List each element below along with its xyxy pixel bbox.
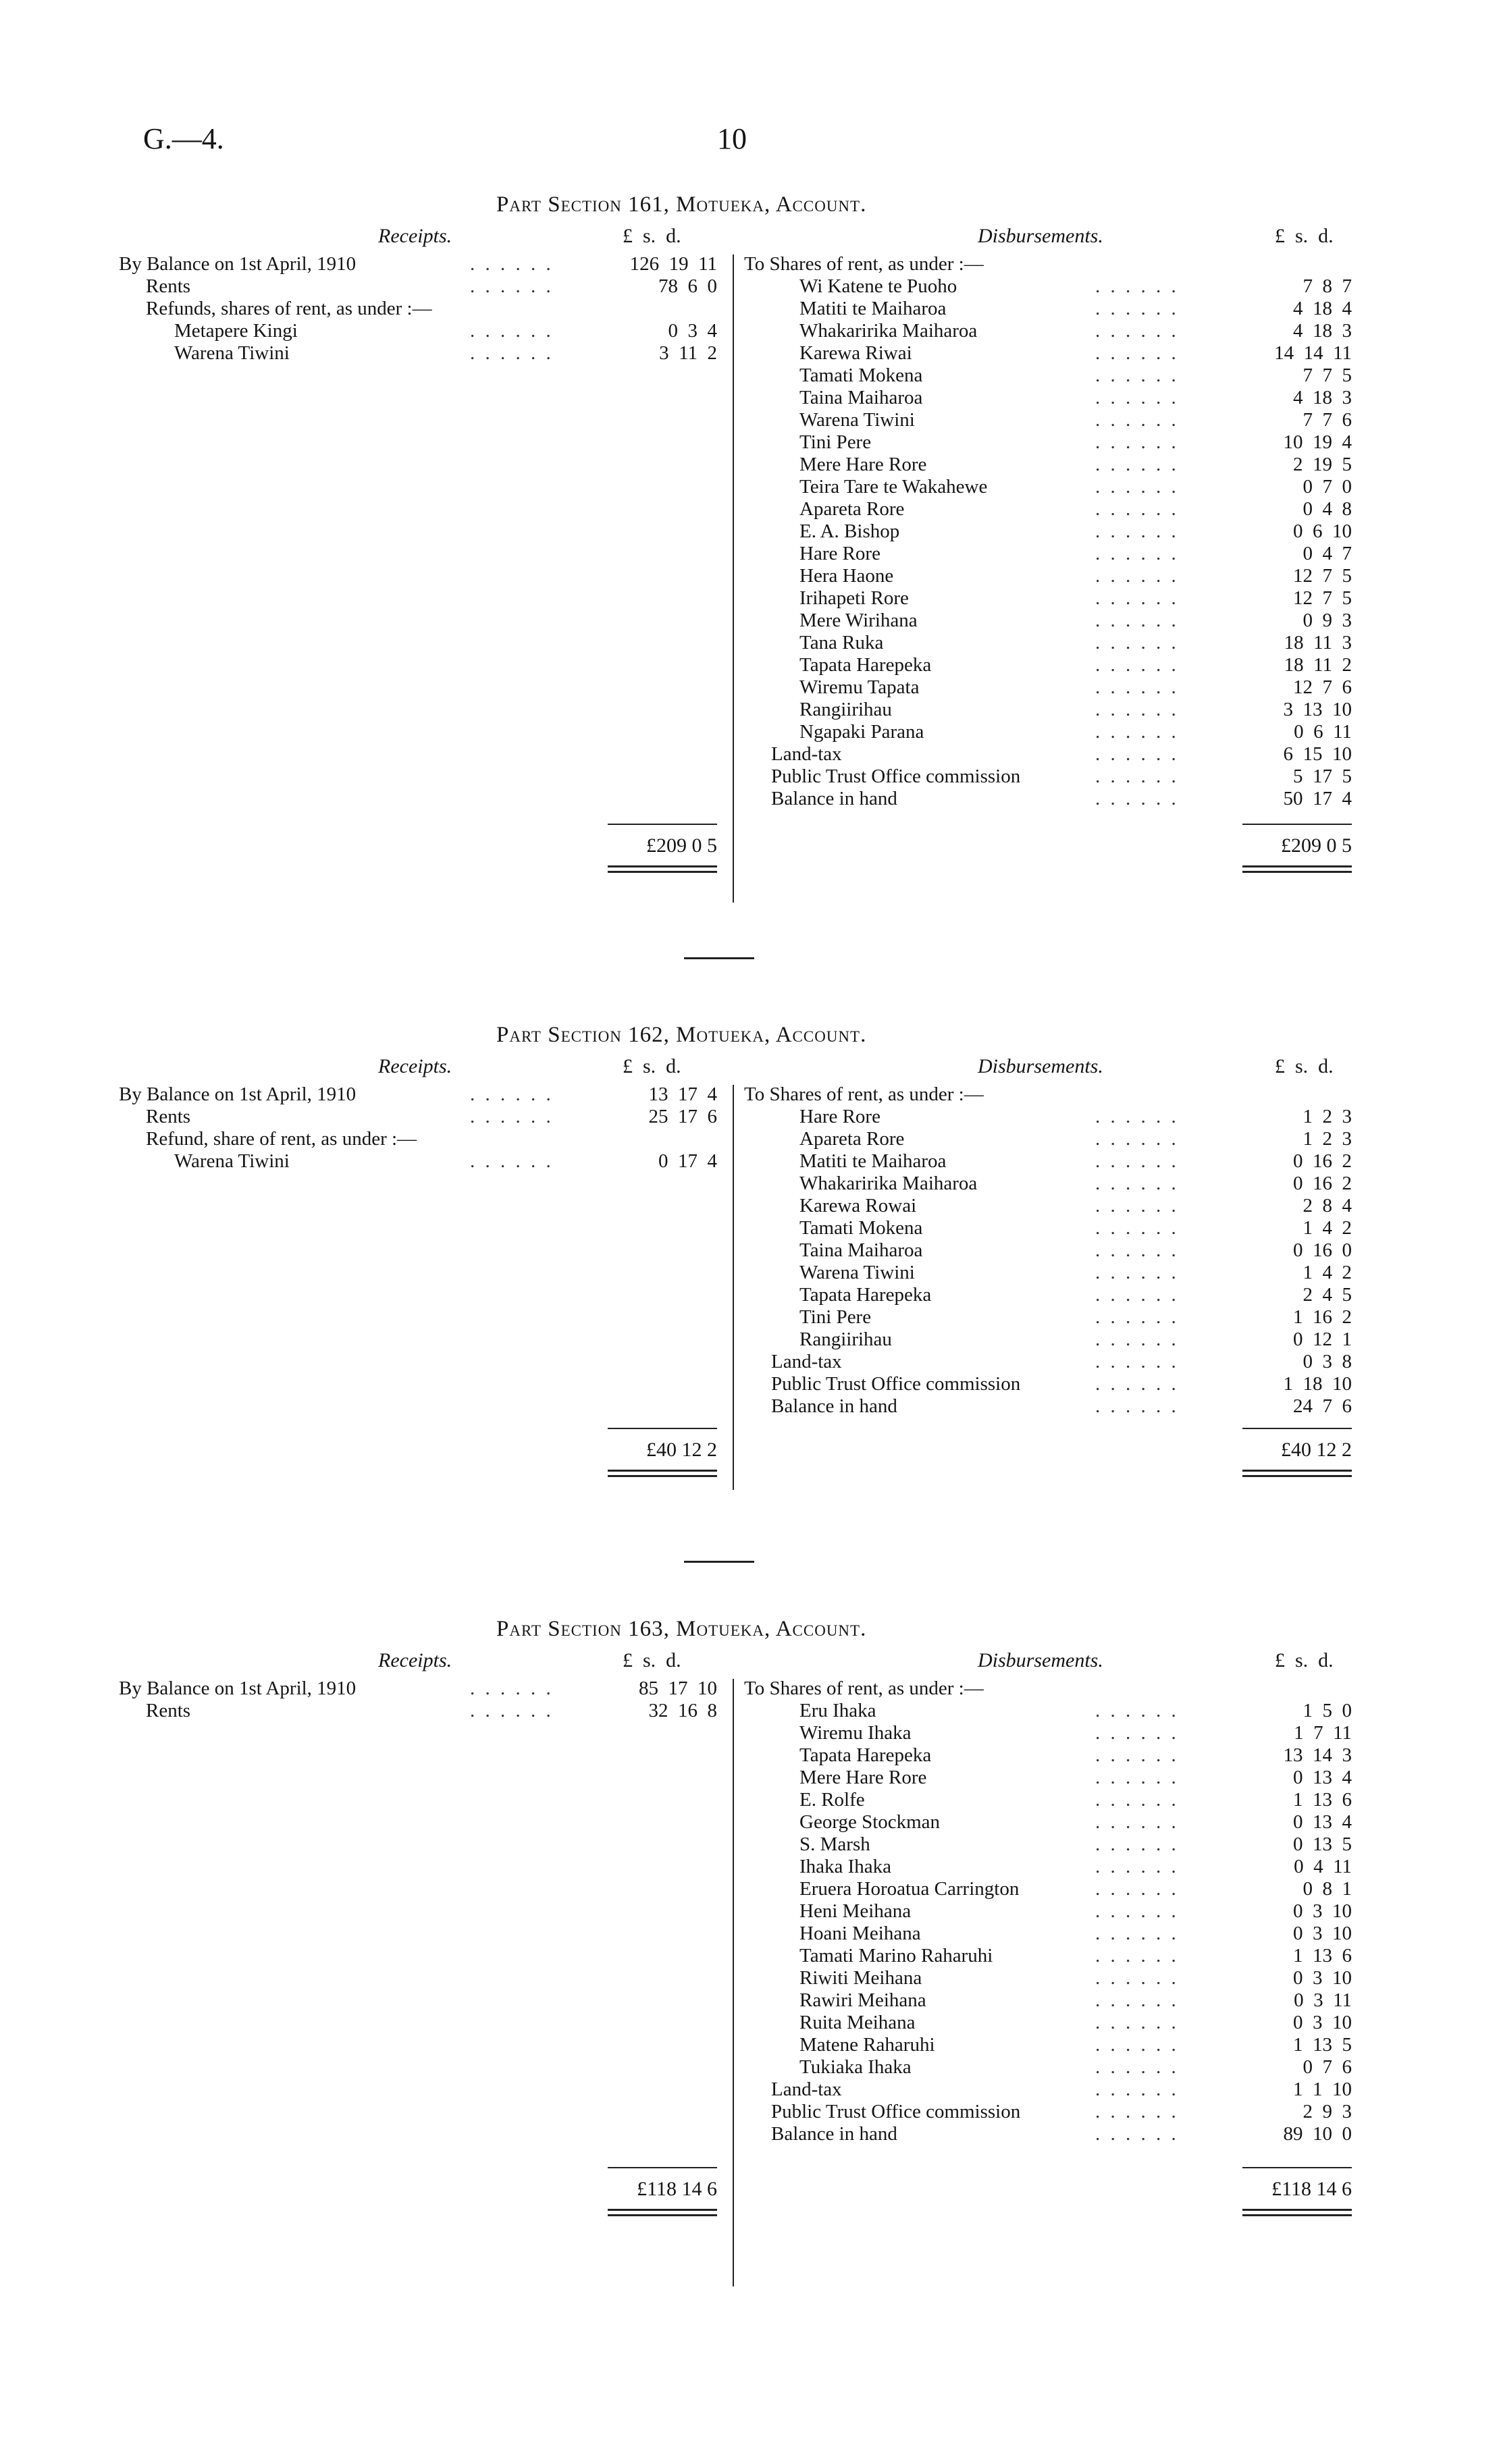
entry-amount: 0 3 10: [1293, 1900, 1352, 1922]
entry-amount: 12 7 5: [1293, 587, 1352, 609]
leader-dots: . . . . . .: [1095, 342, 1179, 364]
leader-dots: . . . . . .: [1095, 1329, 1179, 1350]
disbursements-currency-heading: £ s. d.: [1275, 225, 1334, 247]
entry-amount: 0 8 1: [1303, 1878, 1352, 1900]
entry-label: George Stockman: [799, 1811, 941, 1833]
leader-dots: . . . . . .: [1095, 1351, 1179, 1372]
section-separator: [684, 1561, 754, 1563]
entry-label: To Shares of rent, as under :—: [744, 253, 984, 275]
leader-dots: . . . . . .: [1095, 2079, 1179, 2100]
account-title: Part Section 163, Motueka, Account.: [496, 1617, 867, 1641]
leader-dots: . . . . . .: [1095, 1106, 1179, 1127]
entry-label: Taina Maiharoa: [799, 387, 923, 408]
page-header: [0, 0, 1499, 176]
entry-label: Mere Hare Rore: [799, 454, 927, 475]
entry-label: Warena Tiwini: [799, 1262, 915, 1283]
entry-label: Riwiti Meihana: [799, 1967, 922, 1989]
entry-amount: 0 12 1: [1293, 1329, 1352, 1350]
entry-label: E. Rolfe: [799, 1789, 865, 1811]
entry-label: Ihaka Ihaka: [799, 1856, 892, 1877]
entry-label: Tapata Harepeka: [799, 1744, 932, 1766]
entry-amount: 0 3 10: [1293, 2012, 1352, 2033]
leader-dots: . . . . . .: [1095, 2056, 1179, 2078]
entry-label: Tamati Marino Raharuhi: [799, 1945, 993, 1966]
entry-amount: 0 3 4: [668, 320, 717, 342]
receipts-currency-heading: £ s. d.: [623, 1649, 681, 1671]
column-divider: [733, 255, 734, 903]
entry-amount: 0 16 2: [1293, 1150, 1352, 1172]
entry-label: Taina Maiharoa: [799, 1239, 923, 1261]
entry-amount: 1 4 2: [1303, 1262, 1352, 1283]
entry-amount: 0 3 8: [1303, 1351, 1352, 1372]
leader-dots: . . . . . .: [1095, 1217, 1179, 1239]
leader-dots: . . . . . .: [1095, 275, 1179, 297]
entry-label: Tapata Harepeka: [799, 654, 932, 676]
receipts-heading: Receipts.: [378, 1055, 452, 1077]
entry-amount: 0 3 10: [1293, 1923, 1352, 1944]
leader-dots: . . . . . .: [1095, 1945, 1179, 1966]
entry-label: Karewa Riwai: [799, 342, 912, 364]
entry-label: Balance in hand: [771, 1395, 897, 1417]
disbursements-total-value: £40 12 2: [1281, 1439, 1352, 1461]
entry-label: Warena Tiwini: [174, 342, 290, 364]
column-divider: [733, 1679, 734, 2286]
entry-label: To Shares of rent, as under :—: [744, 1678, 984, 1699]
entry-label: Eruera Horoatua Carrington: [799, 1878, 1020, 1900]
entry-amount: 0 3 11: [1294, 1989, 1352, 2011]
section-separator: [684, 957, 754, 959]
entry-amount: 3 11 2: [659, 342, 717, 364]
entry-amount: 2 9 3: [1303, 2101, 1352, 2122]
entry-amount: 18 11 2: [1284, 654, 1352, 676]
receipts-total: [608, 824, 717, 873]
entry-label: Tamati Mokena: [799, 1217, 923, 1239]
entry-label: By Balance on 1st April, 1910: [119, 1678, 357, 1699]
entry-amount: 1 4 2: [1303, 1217, 1352, 1239]
entry-amount: 0 16 2: [1293, 1173, 1352, 1194]
leader-dots: . . . . . .: [1095, 520, 1179, 542]
leader-dots: . . . . . .: [1095, 1722, 1179, 1744]
entry-label: Tapata Harepeka: [799, 1284, 932, 1306]
entry-amount: 0 7 0: [1303, 476, 1352, 498]
entry-amount: 0 7 6: [1303, 2056, 1352, 2078]
receipts-total-value: £118 14 6: [637, 2178, 717, 2200]
entry-label: Tamati Mokena: [799, 365, 923, 386]
entry-label: Rangiirihau: [799, 1329, 892, 1350]
leader-dots: . . . . . .: [470, 1150, 554, 1172]
entry-amount: 13 17 4: [648, 1083, 717, 1105]
disbursements-total-value: £209 0 5: [1281, 834, 1352, 857]
leader-dots: . . . . . .: [1095, 587, 1179, 609]
leader-dots: . . . . . .: [1095, 498, 1179, 520]
document-reference: G.—4.: [143, 122, 224, 155]
entry-label: Hare Rore: [799, 543, 880, 564]
entry-amount: 24 7 6: [1293, 1395, 1352, 1417]
leader-dots: . . . . . .: [1095, 2012, 1179, 2033]
entry-label: Balance in hand: [771, 2123, 897, 2145]
entry-amount: 1 13 6: [1293, 1945, 1352, 1966]
entry-label: Tini Pere: [799, 431, 872, 453]
leader-dots: . . . . . .: [1095, 387, 1179, 408]
entry-amount: 0 6 11: [1294, 721, 1352, 743]
entry-amount: 0 13 5: [1293, 1833, 1352, 1855]
entry-label: Public Trust Office commission: [771, 2101, 1021, 2122]
entry-amount: 1 1 10: [1293, 2079, 1352, 2100]
disbursements-total: [1242, 1428, 1352, 1477]
entry-label: Land-tax: [771, 1351, 842, 1372]
leader-dots: . . . . . .: [1095, 743, 1179, 765]
entry-amount: 50 17 4: [1283, 788, 1352, 809]
leader-dots: . . . . . .: [1095, 1833, 1179, 1855]
entry-label: E. A. Bishop: [799, 520, 900, 542]
leader-dots: . . . . . .: [1095, 1744, 1179, 1766]
entry-label: Wi Katene te Puoho: [799, 275, 957, 297]
leader-dots: . . . . . .: [1095, 1900, 1179, 1922]
entry-amount: 12 7 6: [1293, 676, 1352, 698]
disbursements-total-value: £118 14 6: [1271, 2178, 1352, 2200]
entry-amount: 25 17 6: [648, 1106, 717, 1127]
entry-amount: 0 3 10: [1293, 1967, 1352, 1989]
entry-amount: 78 6 0: [658, 275, 717, 297]
entry-amount: 2 19 5: [1293, 454, 1352, 475]
leader-dots: . . . . . .: [1095, 699, 1179, 720]
entry-amount: 0 16 0: [1293, 1239, 1352, 1261]
entry-label: Rawiri Meihana: [799, 1989, 926, 2011]
entry-amount: 6 15 10: [1283, 743, 1352, 765]
entry-label: Warena Tiwini: [799, 409, 915, 431]
entry-label: Hoani Meihana: [799, 1923, 921, 1944]
entry-label: By Balance on 1st April, 1910: [119, 253, 357, 275]
entry-label: Wiremu Tapata: [799, 676, 920, 698]
leader-dots: . . . . . .: [1095, 1856, 1179, 1877]
entry-label: Teira Tare te Wakahewe: [799, 476, 988, 498]
leader-dots: . . . . . .: [1095, 365, 1179, 386]
leader-dots: . . . . . .: [1095, 565, 1179, 587]
disbursements-currency-heading: £ s. d.: [1275, 1649, 1334, 1671]
account-title: Part Section 162, Motueka, Account.: [496, 1023, 867, 1047]
entry-label: Apareta Rore: [799, 498, 905, 520]
entry-amount: 1 18 10: [1283, 1373, 1352, 1395]
entry-label: S. Marsh: [799, 1833, 870, 1855]
receipts-heading: Receipts.: [378, 1649, 452, 1671]
entry-amount: 0 4 11: [1294, 1856, 1352, 1877]
entry-label: Apareta Rore: [799, 1128, 905, 1150]
entry-amount: 2 8 4: [1303, 1195, 1352, 1216]
leader-dots: . . . . . .: [1095, 298, 1179, 319]
leader-dots: . . . . . .: [470, 253, 554, 275]
entry-label: To Shares of rent, as under :—: [744, 1083, 984, 1105]
receipts-total-value: £209 0 5: [646, 834, 717, 857]
leader-dots: . . . . . .: [470, 275, 554, 297]
leader-dots: . . . . . .: [1095, 476, 1179, 498]
leader-dots: . . . . . .: [1095, 2101, 1179, 2122]
entry-amount: 18 11 3: [1284, 632, 1352, 653]
leader-dots: . . . . . .: [1095, 1150, 1179, 1172]
entry-label: Metapere Kingi: [174, 320, 298, 342]
leader-dots: . . . . . .: [1095, 1395, 1179, 1417]
entry-label: Karewa Rowai: [799, 1195, 917, 1216]
entry-label: Ngapaki Parana: [799, 721, 924, 743]
entry-label: Whakaririka Maiharoa: [799, 1173, 978, 1194]
leader-dots: . . . . . .: [470, 1678, 554, 1699]
entry-amount: 0 13 4: [1293, 1811, 1352, 1833]
disbursements-heading: Disbursements.: [978, 225, 1103, 247]
entry-label: Rents: [146, 275, 191, 297]
leader-dots: . . . . . .: [1095, 1767, 1179, 1788]
entry-amount: 7 8 7: [1303, 275, 1352, 297]
leader-dots: . . . . . .: [1095, 1789, 1179, 1811]
entry-label: Public Trust Office commission: [771, 766, 1021, 787]
entry-amount: 1 13 5: [1293, 2034, 1352, 2056]
entry-amount: 1 16 2: [1293, 1306, 1352, 1328]
leader-dots: . . . . . .: [1095, 788, 1179, 809]
entry-label: Heni Meihana: [799, 1900, 912, 1922]
leader-dots: . . . . . .: [1095, 431, 1179, 453]
leader-dots: . . . . . .: [1095, 654, 1179, 676]
leader-dots: . . . . . .: [470, 1083, 554, 1105]
leader-dots: . . . . . .: [1095, 766, 1179, 787]
disbursements-total: [1242, 824, 1352, 873]
entry-amount: 13 14 3: [1283, 1744, 1352, 1766]
leader-dots: . . . . . .: [1095, 1878, 1179, 1900]
account-title: Part Section 161, Motueka, Account.: [496, 192, 867, 217]
entry-amount: 14 14 11: [1274, 342, 1352, 364]
entry-amount: 0 6 10: [1293, 520, 1352, 542]
entry-amount: 1 7 11: [1294, 1722, 1352, 1744]
entry-amount: 32 16 8: [648, 1700, 717, 1721]
entry-label: Ruita Meihana: [799, 2012, 916, 2033]
leader-dots: . . . . . .: [1095, 1989, 1179, 2011]
leader-dots: . . . . . .: [1095, 1262, 1179, 1283]
disbursements-heading: Disbursements.: [978, 1649, 1103, 1671]
leader-dots: . . . . . .: [1095, 1284, 1179, 1306]
entry-label: Land-tax: [771, 2079, 842, 2100]
entry-label: Matiti te Maiharoa: [799, 298, 947, 319]
entry-label: Rangiirihau: [799, 699, 892, 720]
leader-dots: . . . . . .: [1095, 409, 1179, 431]
entry-label: Rents: [146, 1106, 191, 1127]
entry-amount: 4 18 3: [1293, 387, 1352, 408]
receipts-total-value: £40 12 2: [646, 1439, 717, 1461]
leader-dots: . . . . . .: [1095, 1923, 1179, 1944]
leader-dots: . . . . . .: [1095, 610, 1179, 631]
receipts-currency-heading: £ s. d.: [623, 225, 681, 247]
leader-dots: . . . . . .: [1095, 320, 1179, 342]
disbursements-heading: Disbursements.: [978, 1055, 1103, 1077]
leader-dots: . . . . . .: [1095, 1811, 1179, 1833]
entry-label: Public Trust Office commission: [771, 1373, 1021, 1395]
entry-label: Rents: [146, 1700, 191, 1721]
leader-dots: . . . . . .: [1095, 1967, 1179, 1989]
receipts-total: [608, 2167, 717, 2216]
entry-amount: 7 7 5: [1303, 365, 1352, 386]
entry-amount: 4 18 3: [1293, 320, 1352, 342]
entry-label: Mere Hare Rore: [799, 1767, 927, 1788]
entry-label: Tana Ruka: [799, 632, 884, 653]
entry-amount: 85 17 10: [639, 1678, 717, 1699]
leader-dots: . . . . . .: [1095, 632, 1179, 653]
entry-label: Warena Tiwini: [174, 1150, 290, 1172]
entry-label: Matiti te Maiharoa: [799, 1150, 947, 1172]
entry-label: Hera Haone: [799, 565, 894, 587]
entry-amount: 1 13 6: [1293, 1789, 1352, 1811]
entry-amount: 12 7 5: [1293, 565, 1352, 587]
leader-dots: . . . . . .: [1095, 2034, 1179, 2056]
leader-dots: . . . . . .: [1095, 1306, 1179, 1328]
entry-amount: 7 7 6: [1303, 409, 1352, 431]
entry-label: Refunds, shares of rent, as under :—: [146, 298, 432, 319]
leader-dots: . . . . . .: [1095, 1173, 1179, 1194]
entry-amount: 1 2 3: [1303, 1128, 1352, 1150]
entry-amount: 1 2 3: [1303, 1106, 1352, 1127]
entry-label: Matene Raharuhi: [799, 2034, 935, 2056]
leader-dots: . . . . . .: [470, 342, 554, 364]
receipts-currency-heading: £ s. d.: [623, 1055, 681, 1077]
entry-label: Balance in hand: [771, 788, 897, 809]
entry-label: Tukiaka Ihaka: [799, 2056, 912, 2078]
leader-dots: . . . . . .: [1095, 1700, 1179, 1721]
entry-amount: 4 18 4: [1293, 298, 1352, 319]
entry-amount: 0 17 4: [658, 1150, 717, 1172]
entry-amount: 3 13 10: [1283, 699, 1352, 720]
disbursements-total: [1242, 2167, 1352, 2216]
entry-label: Whakaririka Maiharoa: [799, 320, 978, 342]
entry-amount: 5 17 5: [1293, 766, 1352, 787]
entry-amount: 0 4 7: [1303, 543, 1352, 564]
leader-dots: . . . . . .: [1095, 2123, 1179, 2145]
entry-label: Irihapeti Rore: [799, 587, 909, 609]
entry-label: Mere Wirihana: [799, 610, 918, 631]
leader-dots: . . . . . .: [1095, 721, 1179, 743]
entry-label: Eru Ihaka: [799, 1700, 876, 1721]
leader-dots: . . . . . .: [1095, 1128, 1179, 1150]
entry-label: Wiremu Ihaka: [799, 1722, 912, 1744]
entry-amount: 89 10 0: [1283, 2123, 1352, 2145]
leader-dots: . . . . . .: [1095, 543, 1179, 564]
leader-dots: . . . . . .: [470, 1700, 554, 1721]
entry-amount: 0 9 3: [1303, 610, 1352, 631]
receipts-heading: Receipts.: [378, 225, 452, 247]
entry-label: Refund, share of rent, as under :—: [146, 1128, 417, 1150]
entry-amount: 126 19 11: [629, 253, 717, 275]
leader-dots: . . . . . .: [470, 1106, 554, 1127]
entry-amount: 0 13 4: [1293, 1767, 1352, 1788]
entry-label: Hare Rore: [799, 1106, 880, 1127]
entry-amount: 2 4 5: [1303, 1284, 1352, 1306]
entry-label: Land-tax: [771, 743, 842, 765]
leader-dots: . . . . . .: [470, 320, 554, 342]
entry-label: By Balance on 1st April, 1910: [119, 1083, 357, 1105]
leader-dots: . . . . . .: [1095, 1239, 1179, 1261]
leader-dots: . . . . . .: [1095, 1195, 1179, 1216]
entry-amount: 1 5 0: [1303, 1700, 1352, 1721]
entry-label: Tini Pere: [799, 1306, 872, 1328]
disbursements-currency-heading: £ s. d.: [1275, 1055, 1334, 1077]
page-number: 10: [717, 122, 747, 155]
receipts-total: [608, 1428, 717, 1477]
leader-dots: . . . . . .: [1095, 454, 1179, 475]
leader-dots: . . . . . .: [1095, 676, 1179, 698]
entry-amount: 0 4 8: [1303, 498, 1352, 520]
entry-amount: 10 19 4: [1283, 431, 1352, 453]
leader-dots: . . . . . .: [1095, 1373, 1179, 1395]
column-divider: [733, 1085, 734, 1490]
